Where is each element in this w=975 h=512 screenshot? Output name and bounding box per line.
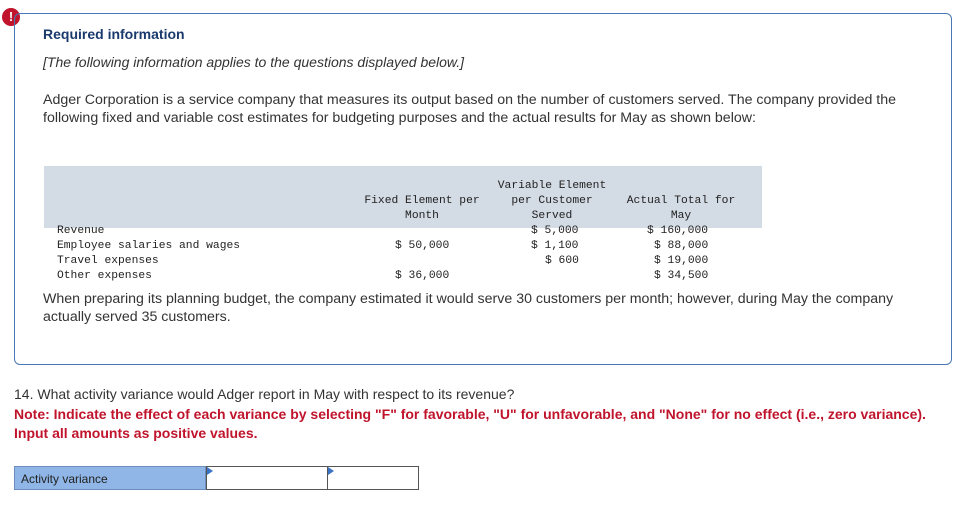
header-variable: Variable Element per Customer Served bbox=[497, 180, 607, 222]
cell-salaries-actual: $ 88,000 bbox=[654, 240, 709, 252]
question-text: 14. What activity variance would Adger report in May with respect to its revenue? bbox=[14, 386, 515, 402]
header-actual: Actual Total for May bbox=[626, 195, 736, 222]
row-label-revenue: Revenue bbox=[57, 225, 105, 237]
activity-variance-effect-select[interactable] bbox=[327, 466, 419, 490]
cell-revenue-actual: $ 160,000 bbox=[647, 225, 709, 237]
activity-variance-amount-input[interactable] bbox=[206, 466, 328, 490]
row-label-salaries: Employee salaries and wages bbox=[57, 240, 241, 252]
row-label-other: Other expenses bbox=[57, 270, 152, 282]
header-fixed: Fixed Element per Month bbox=[364, 195, 480, 222]
cell-other-actual: $ 34,500 bbox=[654, 270, 709, 282]
question-instruction: Note: Indicate the effect of each variance by selecting "F" for favorable, "U" for unfavorable, and "None" for no effect (i.e., zero variance). Input all amounts as positive values. bbox=[14, 406, 926, 441]
activity-variance-label: Activity variance bbox=[14, 466, 206, 490]
cell-other-fixed: $ 36,000 bbox=[395, 270, 450, 282]
cell-salaries-fixed: $ 50,000 bbox=[395, 240, 450, 252]
cell-salaries-variable: $ 1,100 bbox=[531, 240, 579, 252]
cell-travel-actual: $ 19,000 bbox=[654, 255, 709, 267]
select-marker-icon bbox=[328, 467, 334, 475]
cell-revenue-variable: $ 5,000 bbox=[531, 225, 579, 237]
planning-paragraph: When preparing its planning budget, the company estimated it would serve 30 customers per month; however, during May the company actually served 35 customers. bbox=[43, 291, 894, 325]
input-marker-icon bbox=[207, 467, 213, 475]
alert-icon: ! bbox=[2, 8, 20, 26]
intro-paragraph: Adger Corporation is a service company that measures its output based on the number of customers served. The company provided the following fixed and variable cost estimates for budgeting purposes and the actual results for May as shown below: bbox=[43, 92, 897, 126]
row-label-travel: Travel expenses bbox=[57, 255, 159, 267]
required-info-note: [The following information applies to the questions displayed below.] bbox=[43, 54, 465, 70]
required-info-title: Required information bbox=[43, 26, 185, 42]
cell-travel-variable: $ 600 bbox=[545, 255, 579, 267]
